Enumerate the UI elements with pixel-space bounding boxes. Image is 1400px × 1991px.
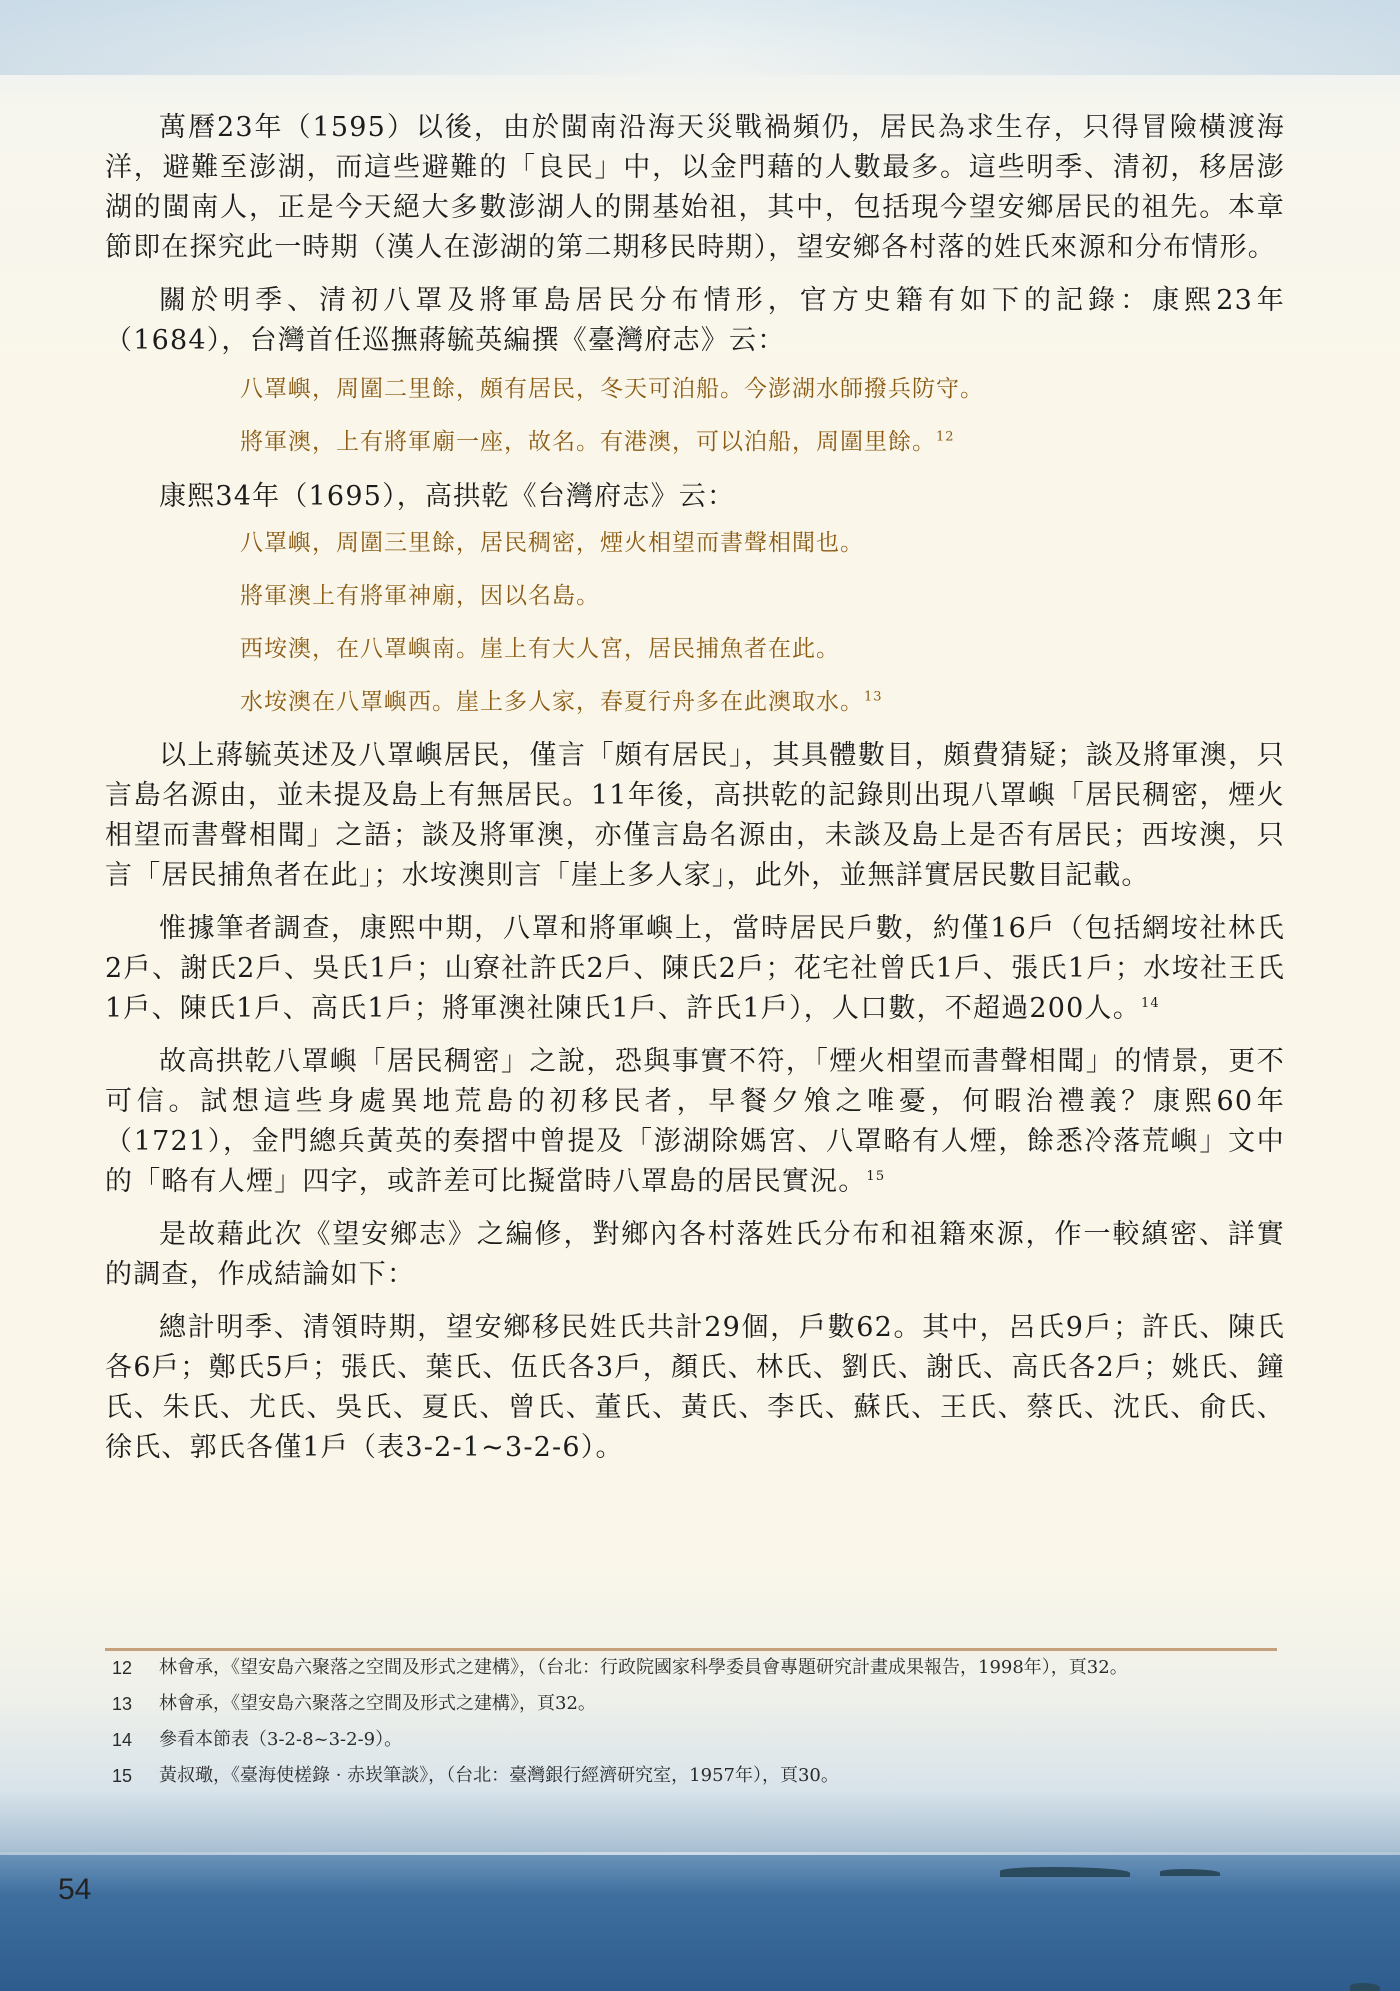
paragraph: 以上蔣毓英述及八罩嶼居民，僅言「頗有居民」，其具體數目，頗費猜疑；談及將軍澳，只言島名源由，並未提及島上有無居民。11年後，高拱乾的記錄則出現八罩嶼「居民稠密，煙火相望而書聲相聞」之語；談及將軍澳，亦僅言島名源由，未談及島上是否有居民；西垵澳，只言「居民捕魚者在此」；水垵澳則言「崖上多人家」，此外，並無詳實居民數目記載。	[105, 740, 1285, 891]
quote-text: 將軍澳，上有將軍廟一座，故名。有港澳，可以泊船，周圍里餘。	[240, 429, 936, 455]
paragraph-text: 故高拱乾八罩嶼「居民稠密」之說，恐與事實不符，「煙火相望而書聲相聞」的情景，更不可信。試想這些身處異地荒島的初移民者，早餐夕飧之唯憂，何暇治禮義？康熙60年（1721），金門總兵黃英的奏摺中曾提及「澎湖除媽宮、八罩略有人煙，餘悉冷落荒嶼」文中的「略有人煙」四字，或許差可比擬當時八罩島的居民實況。	[105, 1046, 1285, 1197]
footnotes	[112, 1655, 1282, 1799]
islet-decoration	[1350, 1983, 1380, 1991]
footnote-number: 15	[112, 1766, 133, 1786]
quote-text: 將軍澳上有將軍神廟，因以名島。	[240, 583, 600, 609]
footnote-ref: 13	[864, 689, 883, 705]
main-text	[105, 108, 1285, 1481]
footnote	[112, 1727, 1282, 1753]
footnote-ref: 12	[936, 429, 955, 445]
paragraph	[105, 1042, 1285, 1202]
quotation	[240, 572, 1285, 625]
footnote-text: 林會承，《望安島六聚落之空間及形式之建構》，頁32。	[159, 1693, 596, 1714]
quotation	[240, 418, 1285, 471]
islet-decoration	[1000, 1867, 1130, 1877]
paragraph: 關於明季、清初八罩及將軍島居民分布情形，官方史籍有如下的記錄：康熙23年（1684），台灣首任巡撫蔣毓英編撰《臺灣府志》云：	[105, 285, 1285, 356]
paragraph	[105, 909, 1285, 1029]
quote-text: 西垵澳，在八罩嶼南。崖上有大人宮，居民捕魚者在此。	[240, 636, 840, 662]
footnote	[112, 1655, 1282, 1681]
header-sky-band	[0, 0, 1400, 75]
quote-text: 八罩嶼，周圍三里餘，居民稠密，煙火相望而書聲相聞也。	[240, 530, 864, 556]
footnote-text: 參看本節表（3-2-8~3-2-9）。	[159, 1729, 403, 1750]
footnote-text: 黃叔璥，《臺海使槎錄 · 赤崁筆談》，（台北：臺灣銀行經濟研究室，1957年），頁30。	[159, 1765, 839, 1786]
paragraph: 是故藉此次《望安鄉志》之編修，對鄉內各村落姓氏分布和祖籍來源，作一較縝密、詳實的調查，作成結論如下：	[105, 1219, 1285, 1290]
footnote	[112, 1691, 1282, 1717]
footnote-divider	[105, 1648, 1277, 1651]
quote-text: 八罩嶼，周圍二里餘，頗有居民，冬天可泊船。今澎湖水師撥兵防守。	[240, 376, 984, 402]
islet-decoration	[1160, 1869, 1220, 1876]
paragraph: 萬曆23年（1595）以後，由於閩南沿海天災戰禍頻仍，居民為求生存，只得冒險橫渡海洋，避難至澎湖，而這些避難的「良民」中，以金門藉的人數最多。這些明季、清初，移居澎湖的閩南人，正是今天絕大多數澎湖人的開基始祖，其中，包括現今望安鄉居民的祖先。本章節即在探究此一時期（漢人在澎湖的第二期移民時期），望安鄉各村落的姓氏來源和分布情形。	[105, 112, 1285, 263]
footnote-number: 13	[112, 1694, 133, 1714]
paragraph: 康熙34年（1695），高拱乾《台灣府志》云：	[159, 481, 736, 512]
quotation	[240, 625, 1285, 678]
footnote-number: 12	[112, 1658, 133, 1678]
paragraph-text: 惟據筆者調查，康熙中期，八罩和將軍嶼上，當時居民戶數，約僅16戶（包括網垵社林氏2戶、謝氏2戶、吳氏1戶；山寮社許氏2戶、陳氏2戶；花宅社曾氏1戶、張氏1戶；水垵社王氏1戶、陳氏1戶、高氏1戶；將軍澳社陳氏1戶、許氏1戶），人口數，不超過200人。	[105, 913, 1285, 1024]
sea-background	[0, 1855, 1400, 1991]
quotation	[240, 365, 1285, 418]
quotation	[240, 519, 1285, 572]
paragraph: 總計明季、清領時期，望安鄉移民姓氏共計29個，戶數62。其中，呂氏9戶；許氏、陳氏各6戶；鄭氏5戶；張氏、葉氏、伍氏各3戶，顏氏、林氏、劉氏、謝氏、高氏各2戶；姚氏、鐘氏、朱氏、尤氏、吳氏、夏氏、曾氏、董氏、黃氏、李氏、蘇氏、王氏、蔡氏、沈氏、俞氏、徐氏、郭氏各僅1戶（表3-2-1~3-2-6）。	[105, 1312, 1285, 1463]
footnote-ref: 14	[1140, 996, 1160, 1011]
quote-text: 水垵澳在八罩嶼西。崖上多人家，春夏行舟多在此澳取水。	[240, 689, 864, 715]
footnote-text: 林會承，《望安島六聚落之空間及形式之建構》，（台北：行政院國家科學委員會專題研究計畫成果報告，1998年），頁32。	[159, 1657, 1128, 1678]
footnote-ref: 15	[866, 1169, 886, 1184]
footnote-number: 14	[112, 1730, 133, 1750]
page-number: 54	[58, 1873, 92, 1906]
quotation	[240, 678, 1285, 736]
footnote	[112, 1763, 1282, 1789]
